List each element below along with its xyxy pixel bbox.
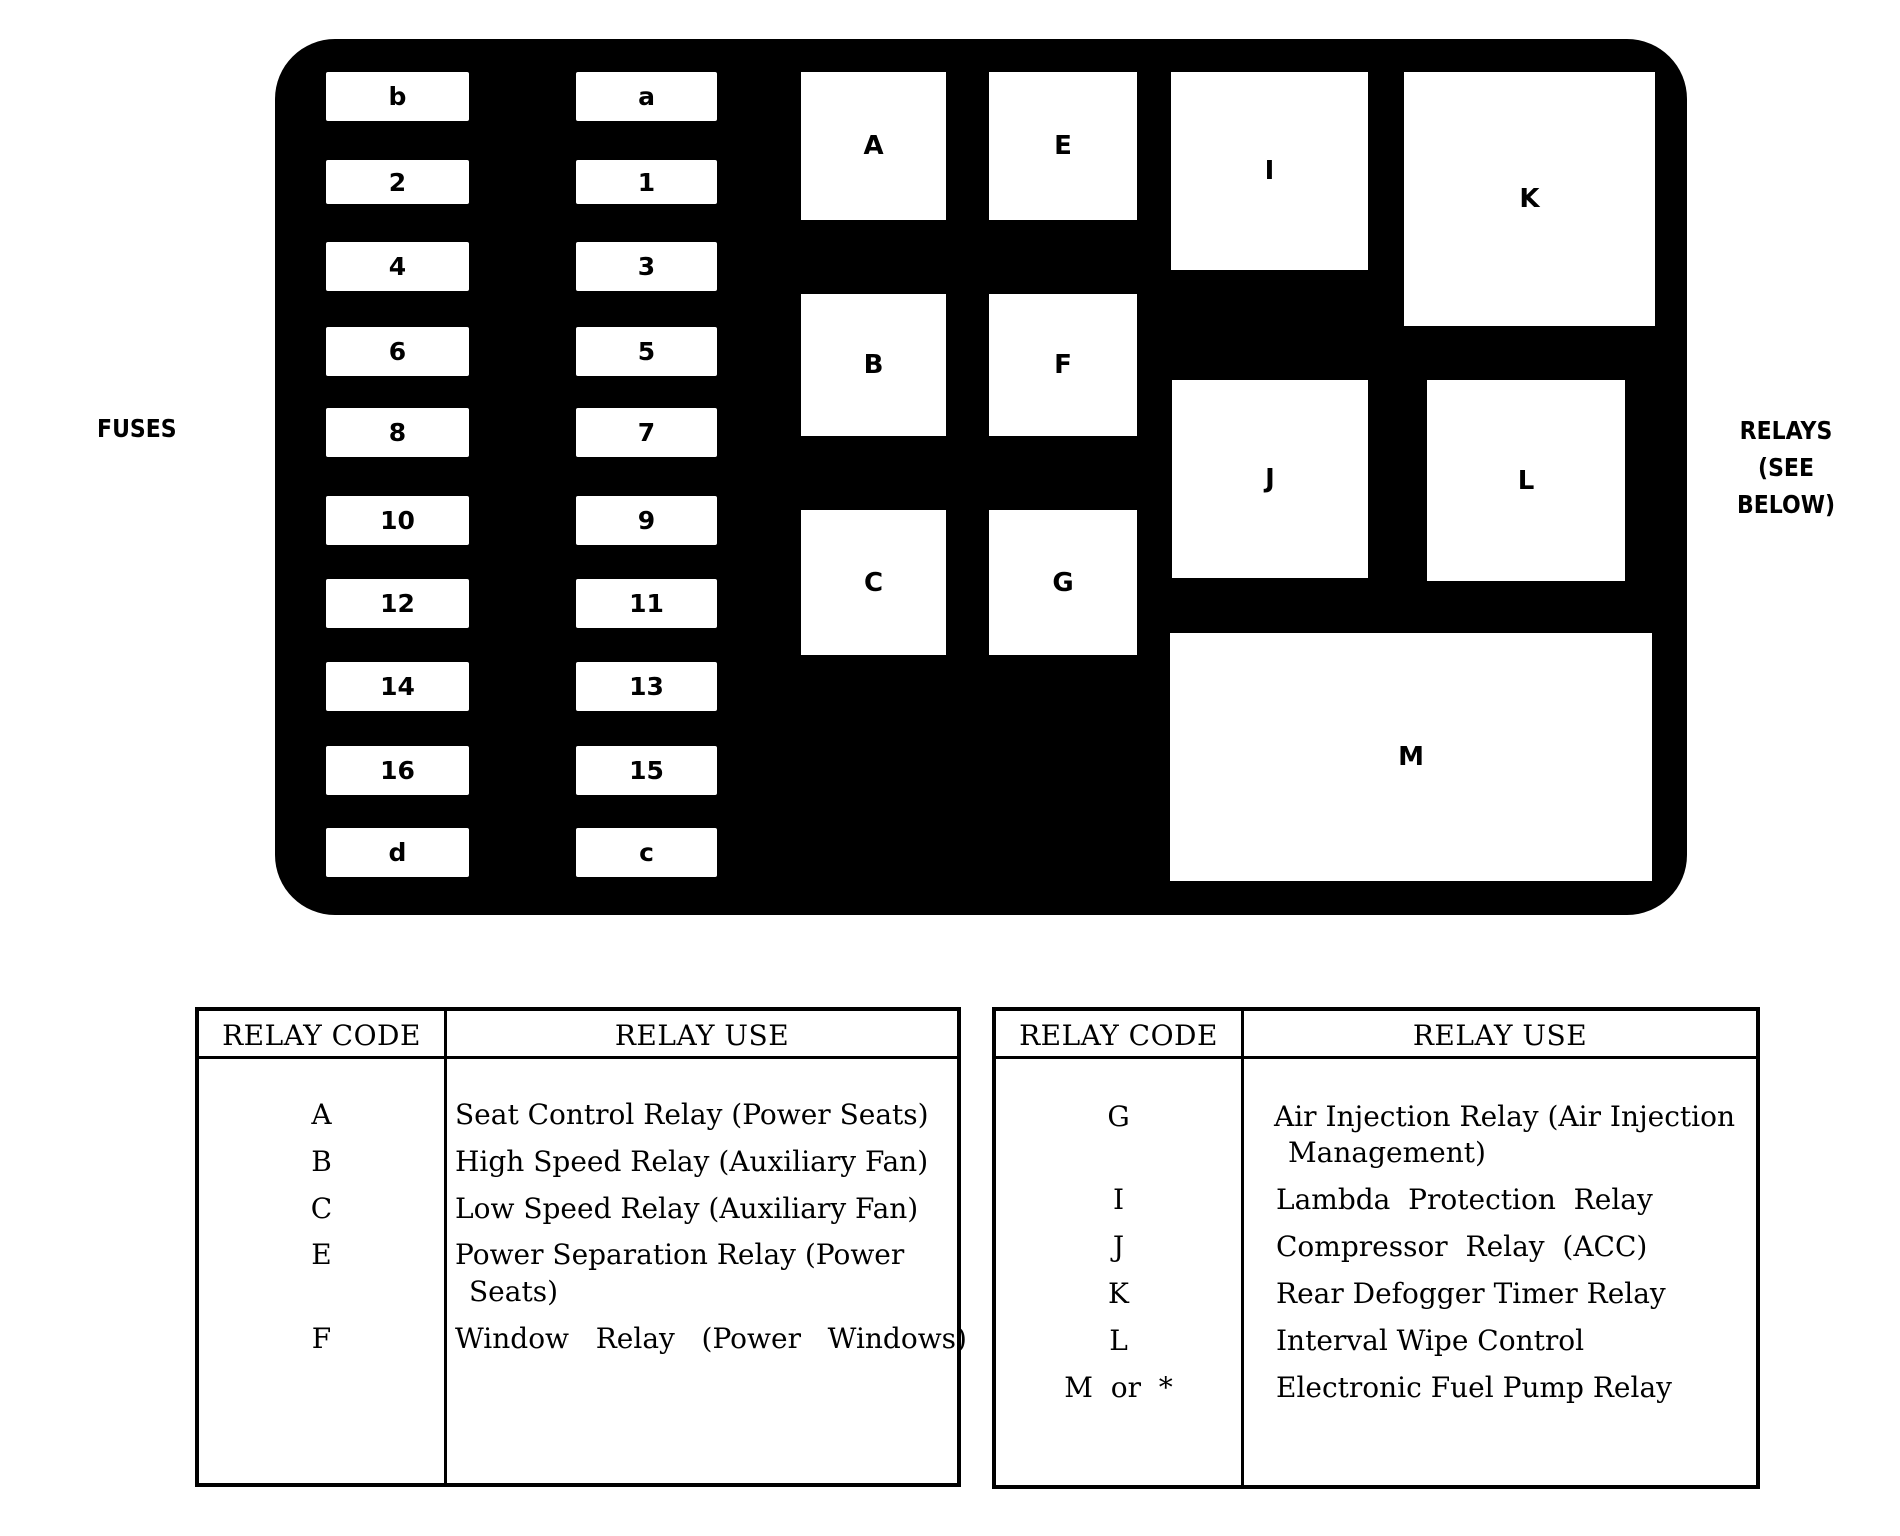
relay-code-cell: J xyxy=(1112,1230,1125,1263)
relay-use-cell: Low Speed Relay (Auxiliary Fan) xyxy=(455,1192,919,1225)
relays-label xyxy=(1716,412,1857,523)
relay-code-cell: F xyxy=(311,1322,332,1355)
relay-code-cell: E xyxy=(311,1238,332,1271)
fuse-slot: 14 xyxy=(326,662,469,711)
relay-slot-g: G xyxy=(989,510,1137,655)
relay-use-cell-continued: Seats) xyxy=(469,1275,558,1308)
relay-use-cell: Electronic Fuel Pump Relay xyxy=(1276,1371,1672,1404)
relay-slot-j: J xyxy=(1172,380,1368,578)
fuse-slot: 4 xyxy=(326,242,469,291)
relay-use-cell: Compressor Relay (ACC) xyxy=(1276,1230,1648,1263)
relay-code-cell: C xyxy=(310,1192,333,1225)
fuse-slot: 6 xyxy=(326,327,469,376)
relay-use-cell: High Speed Relay (Auxiliary Fan) xyxy=(455,1145,929,1178)
fuses-label: FUSES xyxy=(97,414,177,443)
header-relay-code: RELAY CODE xyxy=(1019,1018,1218,1052)
header-relay-code: RELAY CODE xyxy=(222,1018,421,1052)
fuse-slot: 3 xyxy=(576,242,717,291)
fuse-slot: 10 xyxy=(326,496,469,545)
fuse-slot: 15 xyxy=(576,746,717,795)
relay-code-cell: L xyxy=(1109,1324,1128,1357)
relay-table-left xyxy=(195,1007,967,1487)
fuse-slot: 9 xyxy=(576,496,717,545)
relay-code-cell: M or * xyxy=(1064,1371,1173,1404)
relay-slot-i: I xyxy=(1171,72,1368,270)
fuse-slot: b xyxy=(326,72,469,121)
relay-slot-b: B xyxy=(801,294,946,436)
fuse-box xyxy=(275,39,1687,915)
relay-use-cell: Lambda Protection Relay xyxy=(1276,1183,1653,1216)
relay-use-cell: Interval Wipe Control xyxy=(1276,1324,1585,1357)
fuse-slot: c xyxy=(576,828,717,877)
relay-use-cell-continued: Management) xyxy=(1288,1136,1486,1169)
fuse-slot: 5 xyxy=(576,327,717,376)
relays-label-line1: RELAYS xyxy=(1739,416,1833,445)
relay-use-cell: Power Separation Relay (Power xyxy=(455,1238,905,1271)
relay-slot-f: F xyxy=(989,294,1137,436)
relay-slot-a: A xyxy=(801,72,946,220)
fuse-slot: 12 xyxy=(326,579,469,628)
fuse-slot: 16 xyxy=(326,746,469,795)
fuse-slot: 11 xyxy=(576,579,717,628)
relay-slot-k: K xyxy=(1404,72,1655,326)
relay-code-cell: G xyxy=(1107,1100,1130,1133)
relay-code-cell: K xyxy=(1108,1277,1129,1310)
relay-slot-l: L xyxy=(1427,380,1625,581)
fuse-slot: 13 xyxy=(576,662,717,711)
relay-slot-m: M xyxy=(1170,633,1652,881)
relay-table-right xyxy=(992,1007,1760,1489)
fuse-slot: 8 xyxy=(326,408,469,457)
relay-use-cell: Air Injection Relay (Air Injection xyxy=(1274,1100,1736,1133)
relay-use-cell: Rear Defogger Timer Relay xyxy=(1276,1277,1666,1310)
relay-code-cell: B xyxy=(311,1145,332,1178)
fuse-slot: 1 xyxy=(576,160,717,204)
relay-use-cell: Window Relay (Power Windows) xyxy=(455,1322,967,1355)
relay-slot-e: E xyxy=(989,72,1137,220)
fuse-slot: a xyxy=(576,72,717,121)
header-relay-use: RELAY USE xyxy=(1412,1018,1588,1052)
relay-code-cell: A xyxy=(311,1098,332,1131)
relay-use-cell: Seat Control Relay (Power Seats) xyxy=(455,1098,929,1131)
fuse-slot: 2 xyxy=(326,160,469,204)
relays-label-line2: (SEE BELOW) xyxy=(1736,453,1836,519)
fuse-slot: d xyxy=(326,828,469,877)
relay-slot-c: C xyxy=(801,510,946,655)
header-relay-use: RELAY USE xyxy=(614,1018,790,1052)
relay-code-cell: I xyxy=(1112,1183,1125,1216)
fuse-slot: 7 xyxy=(576,408,717,457)
